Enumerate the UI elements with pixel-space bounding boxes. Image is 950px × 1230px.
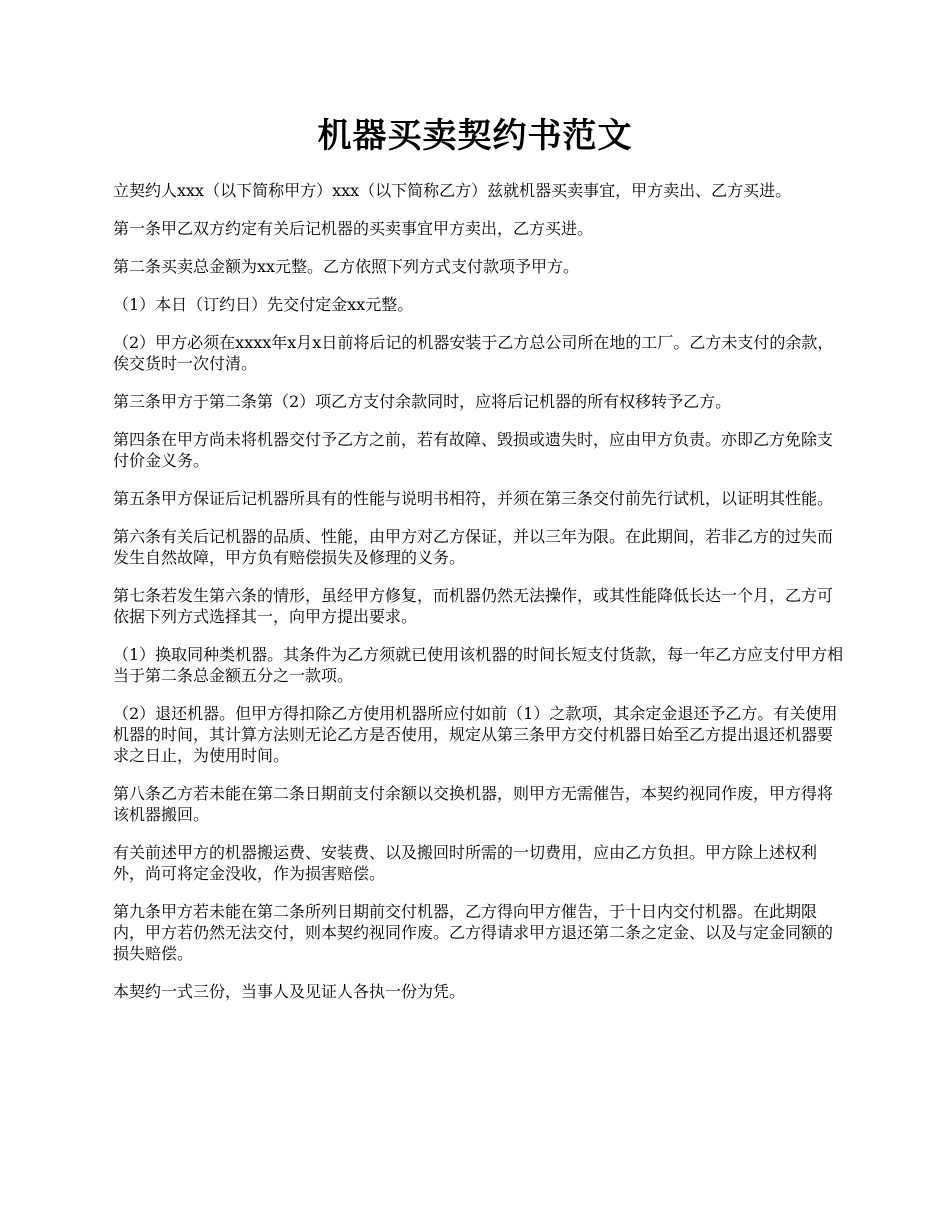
paragraph: 第八条乙方若未能在第二条日期前支付余额以交换机器，则甲方无需催告，本契约视同作废，甲方得将该机器搬回。 <box>113 784 834 824</box>
paragraph: 有关前述甲方的机器搬运费、安装费、以及搬回时所需的一切费用，应由乙方负担。甲方除上述权利外，尚可将定金没收，作为损害赔偿。 <box>113 843 818 883</box>
paragraph: 第五条甲方保证后记机器所具有的性能与说明书相符，并须在第三条交付前先行试机，以证明其性能。 <box>113 489 834 508</box>
paragraph: （2）退还机器。但甲方得扣除乙方使用机器所应付如前（1）之款项，其余定金退还予乙方。有关使用机器的时间，其计算方法则无论乙方是否使用，规定从第三条甲方交付机器日始至乙方提出退还机器要求之日止，为使用时间。 <box>113 704 838 765</box>
paragraph: 立契约人xxx（以下简称甲方）xxx（以下简称乙方）兹就机器买卖事宜，甲方卖出、乙方买进。 <box>113 181 792 200</box>
paragraph: 第九条甲方若未能在第二条所列日期前交付机器，乙方得向甲方催告，于十日内交付机器。在此期限内，甲方若仍然无法交付，则本契约视同作废。乙方得请求甲方退还第二条之定金、以及与定金同额的损失赔偿。 <box>113 902 834 963</box>
paragraph: （1）本日（订约日）先交付定金xx元整。 <box>113 295 414 314</box>
paragraph: 第二条买卖总金额为xx元整。乙方依照下列方式支付款项予甲方。 <box>113 257 580 276</box>
document-body <box>113 180 845 1019</box>
paragraph: 第四条在甲方尚未将机器交付予乙方之前，若有故障、毁损或遗失时，应由甲方负责。亦即乙方免除支付价金义务。 <box>113 430 834 470</box>
paragraph: 第七条若发生第六条的情形，虽经甲方修复，而机器仍然无法操作，或其性能降低长达一个月，乙方可依据下列方式选择其一，向甲方提出要求。 <box>113 586 834 626</box>
paragraph: （1）换取同种类机器。其条件为乙方须就已使用该机器的时间长短支付货款，每一年乙方应支付甲方相当于第二条总金额五分之一款项。 <box>113 645 844 685</box>
paragraph: 第六条有关后记机器的品质、性能，由甲方对乙方保证，并以三年为限。在此期间，若非乙方的过失而发生自然故障，甲方负有赔偿损失及修理的义务。 <box>113 527 834 567</box>
page-title: 机器买卖契约书范文 <box>317 116 633 156</box>
paragraph: 本契约一式三份，当事人及见证人各执一份为凭。 <box>113 982 466 1001</box>
paragraph: 第一条甲乙双方约定有关后记机器的买卖事宜甲方卖出，乙方买进。 <box>113 219 594 238</box>
paragraph: （2）甲方必须在xxxx年x月x日前将后记的机器安装于乙方总公司所在地的工厂。乙方未支付的余款，俟交货时一次付清。 <box>113 333 834 373</box>
paragraph: 第三条甲方于第二条第（2）项乙方支付余款同时，应将后记机器的所有权移转予乙方。 <box>113 392 732 411</box>
